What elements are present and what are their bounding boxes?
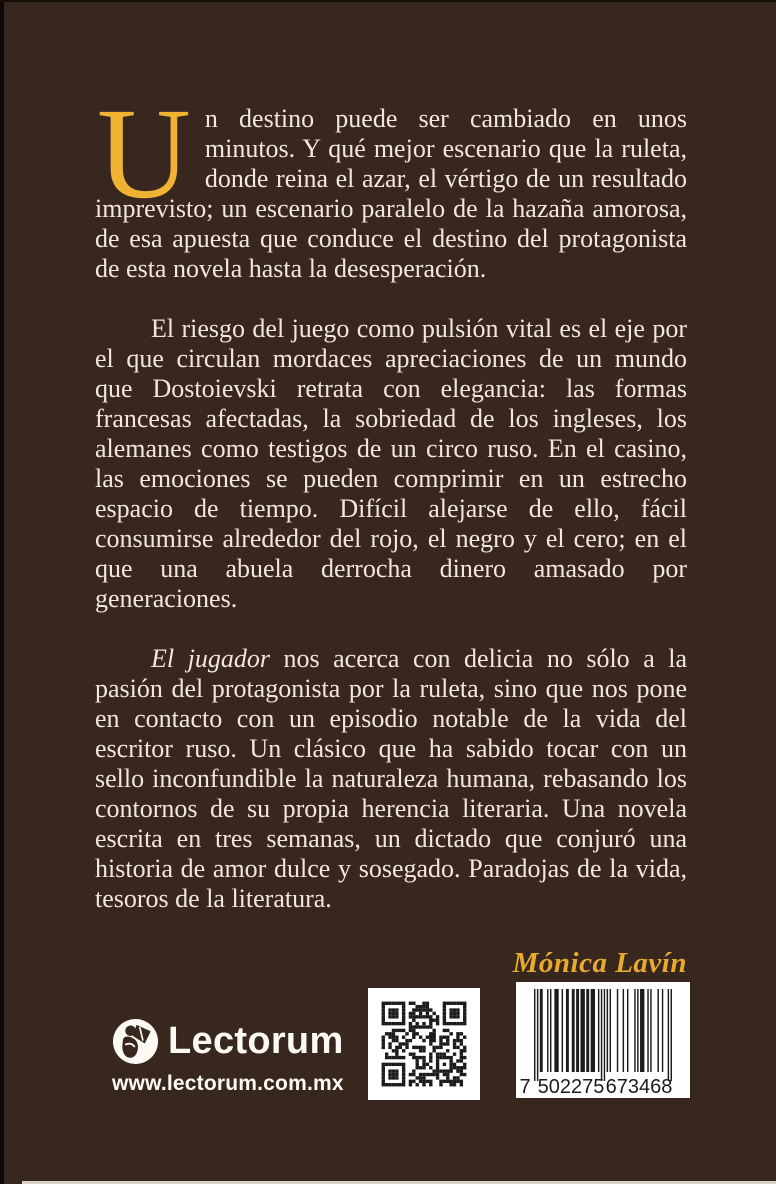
paragraph-intro bbox=[95, 82, 687, 284]
back-cover-text bbox=[95, 82, 688, 979]
reader-in-circle-icon bbox=[112, 1018, 159, 1065]
barcode-digit-group-2: 673468 bbox=[605, 1076, 673, 1098]
publisher-brand bbox=[112, 1018, 344, 1096]
paragraph-jugador bbox=[95, 644, 687, 914]
scan-edge-top bbox=[0, 0, 776, 2]
drop-cap: U bbox=[97, 82, 191, 226]
ean-13-barcode bbox=[516, 982, 690, 1098]
publisher-name: Lectorum bbox=[168, 1020, 344, 1062]
qr-code bbox=[368, 988, 480, 1100]
paragraph-intro-text: n destino puede ser cambiado en unos minutos. Y qué mejor escenario que la ruleta, donde reina el azar, el vértigo de un resultado imprevisto; un escenario paralelo de la hazaña amorosa, de esa apuesta que conduce el destino del protagonista de esta novela hasta la desesperación. bbox=[95, 104, 687, 283]
paragraph-jugador-text: nos acerca con delicia no sólo a la pasión del protagonista por la ruleta, sino que nos pone en contacto con un episodio notable de la vida del escritor ruso. Un clásico que ha sabido tocar con un sello inconfundible la naturaleza humana, rebasando los contornos de su propia herencia literaria. Una novela escrita en tres semanas, un dictado que conjuró una historia de amor dulce y sosegado. Paradojas de la vida, tesoros de la literatura. bbox=[95, 644, 688, 913]
paragraph-riesgo: El riesgo del juego como pulsión vital es el eje por el que circulan mordaces apreciaciones de un mundo que Dostoievski retrata con elegancia: las formas francesas afectadas, la sobriedad de los ingleses, los alemanes como testigos de un circo ruso. En el casino, las emociones se pueden comprimir en un estrecho espacio de tiempo. Difícil alejarse de ello, fácil consumirse alrededor del rojo, el negro y el cero; en el que una abuela derrocha dinero amasado por generaciones. bbox=[95, 314, 687, 613]
scan-edge-left bbox=[0, 0, 4, 1184]
book-title-mention: El jugador bbox=[151, 644, 270, 673]
publisher-website: www.lectorum.com.mx bbox=[112, 1072, 344, 1095]
reviewer-signature: Mónica Lavín bbox=[512, 947, 687, 979]
barcode-digit-group-1: 502275 bbox=[537, 1076, 605, 1098]
barcode-digit-lead: 7 bbox=[519, 1076, 531, 1098]
